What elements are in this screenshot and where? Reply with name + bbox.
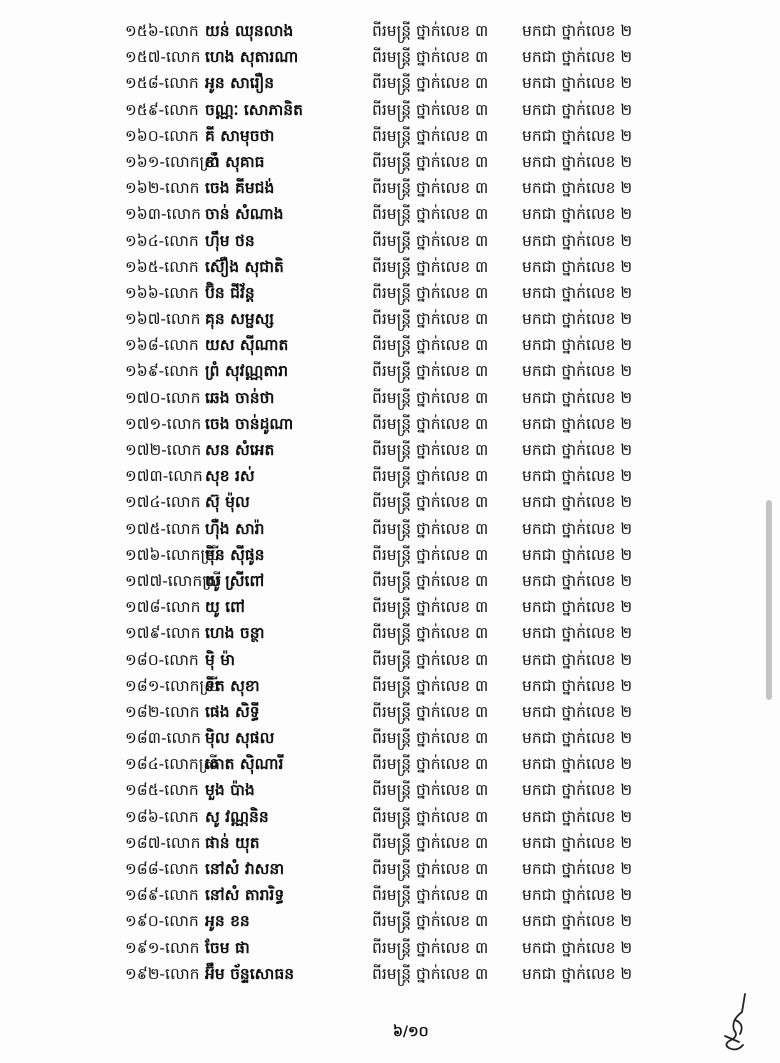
list-item bbox=[0, 70, 780, 96]
list-item bbox=[0, 385, 780, 411]
person-name: ហ៊ឺង សារ៉ា bbox=[205, 519, 265, 538]
to-rank: មកជា ថ្នាក់លេខ ២ bbox=[522, 441, 633, 459]
list-item bbox=[0, 18, 780, 44]
to-rank: មកជា ថ្នាក់លេខ ២ bbox=[522, 74, 633, 93]
list-item bbox=[0, 542, 780, 568]
person-name: គុន សម្ផស្ស bbox=[205, 310, 275, 329]
list-item bbox=[0, 358, 780, 384]
row-number: ១៦៧-លោក bbox=[125, 310, 201, 329]
list-item bbox=[0, 620, 780, 646]
from-rank: ពីរមន្ត្រី ថ្នាក់លេខ ៣ bbox=[372, 179, 489, 198]
from-rank: ពីរមន្ត្រី ថ្នាក់លេខ ៣ bbox=[372, 519, 489, 538]
row-number: ១៦៣-លោក bbox=[125, 205, 201, 224]
row-number: ១៧១-លោក bbox=[125, 414, 202, 433]
to-rank: មកជា ថ្នាក់លេខ ២ bbox=[522, 414, 633, 433]
to-rank: មកជា ថ្នាក់លេខ ២ bbox=[522, 545, 633, 564]
person-name: ស៊ុ ម៉ុល bbox=[205, 493, 250, 512]
from-rank: ពីរមន្ត្រី ថ្នាក់លេខ ៣ bbox=[372, 964, 489, 983]
row-number: ១៧២-លោក bbox=[125, 441, 202, 459]
from-rank: ពីរមន្ត្រី ថ្នាក់លេខ ៣ bbox=[372, 860, 489, 878]
person-name: ខាំ សុគាធ bbox=[205, 152, 265, 171]
from-rank: ពីរមន្ត្រី ថ្នាក់លេខ ៣ bbox=[372, 493, 489, 512]
person-name: នៅសំ វាសនា bbox=[205, 860, 285, 878]
person-name: ផេង សិទ្ធី bbox=[205, 702, 260, 721]
from-rank: ពីរមន្ត្រី ថ្នាក់លេខ ៣ bbox=[372, 310, 489, 329]
row-number: ១៨៧-លោក bbox=[125, 833, 201, 852]
from-rank: ពីរមន្ត្រី ថ្នាក់លេខ ៣ bbox=[372, 100, 489, 119]
person-name: ឆេង ចាន់ថា bbox=[205, 388, 275, 407]
row-number: ១៧៣-លោក bbox=[125, 467, 203, 486]
row-number: ១៥៨-លោក bbox=[125, 74, 199, 93]
to-rank: មកជា ថ្នាក់លេខ ២ bbox=[522, 702, 633, 721]
to-rank: មកជា ថ្នាក់លេខ ២ bbox=[522, 624, 633, 643]
signature-mark bbox=[715, 990, 755, 1055]
list-item bbox=[0, 568, 780, 594]
list-item bbox=[0, 882, 780, 908]
from-rank: ពីរមន្ត្រី ថ្នាក់លេខ ៣ bbox=[372, 205, 489, 224]
to-rank: មកជា ថ្នាក់លេខ ២ bbox=[522, 22, 633, 40]
list-item bbox=[0, 201, 780, 227]
row-number: ១៧៥-លោក bbox=[125, 519, 201, 538]
person-name: គី សាមុចថា bbox=[205, 126, 275, 145]
row-number: ១៧០-លោក bbox=[125, 388, 201, 407]
to-rank: មកជា ថ្នាក់លេខ ២ bbox=[522, 912, 633, 931]
row-number: ១៨០-លោក bbox=[125, 650, 199, 669]
list-item bbox=[0, 280, 780, 306]
to-rank: មកជា ថ្នាក់លេខ ២ bbox=[522, 886, 633, 905]
from-rank: ពីរមន្ត្រី ថ្នាក់លេខ ៣ bbox=[372, 126, 489, 145]
to-rank: មកជា ថ្នាក់លេខ ២ bbox=[522, 571, 633, 590]
person-name: សុខ រស់ bbox=[205, 467, 255, 486]
to-rank: មកជា ថ្នាក់លេខ ២ bbox=[522, 362, 633, 381]
person-name: ហ៊ឹម ថន bbox=[205, 231, 255, 250]
row-number: ១៨៣-លោក bbox=[125, 729, 201, 748]
from-rank: ពីរមន្ត្រី ថ្នាក់លេខ ៣ bbox=[372, 22, 489, 40]
person-name: យន់ ឈុនលាង bbox=[205, 22, 294, 40]
to-rank: មកជា ថ្នាក់លេខ ២ bbox=[522, 755, 633, 774]
to-rank: មកជា ថ្នាក់លេខ ២ bbox=[522, 938, 633, 957]
row-number: ១៧៧-លោកស្រី bbox=[125, 571, 222, 590]
person-name: គោត ស៊ិណារី bbox=[205, 755, 284, 774]
person-name: ចណ្ណៈ សោភានិត bbox=[205, 100, 303, 119]
to-rank: មកជា ថ្នាក់លេខ ២ bbox=[522, 519, 633, 538]
row-number: ១៩១-លោក bbox=[125, 938, 200, 957]
from-rank: ពីរមន្ត្រី ថ្នាក់លេខ ៣ bbox=[372, 729, 489, 748]
row-number: ១៧៤-លោក bbox=[125, 493, 201, 512]
row-number: ១៨១-លោកស្រី bbox=[125, 676, 219, 695]
list-item bbox=[0, 804, 780, 830]
to-rank: មកជា ថ្នាក់លេខ ២ bbox=[522, 860, 633, 878]
to-rank: មកជា ថ្នាក់លេខ ២ bbox=[522, 650, 633, 669]
to-rank: មកជា ថ្នាក់លេខ ២ bbox=[522, 283, 633, 302]
list-item bbox=[0, 97, 780, 123]
from-rank: ពីរមន្ត្រី ថ្នាក់លេខ ៣ bbox=[372, 283, 489, 302]
to-rank: មកជា ថ្នាក់លេខ ២ bbox=[522, 807, 633, 826]
to-rank: មកជា ថ្នាក់លេខ ២ bbox=[522, 205, 633, 224]
from-rank: ពីរមន្ត្រី ថ្នាក់លេខ ៣ bbox=[372, 624, 489, 643]
person-name: ចែម ផា bbox=[205, 938, 250, 957]
list-item bbox=[0, 594, 780, 620]
row-number: ១៥៦-លោក bbox=[125, 22, 199, 40]
to-rank: មកជា ថ្នាក់លេខ ២ bbox=[522, 179, 633, 198]
person-name: មួង ប៉ាង bbox=[205, 781, 255, 800]
row-number: ១៦៨-លោក bbox=[125, 336, 199, 355]
person-name: ព្រំ សុវណ្ណតារា bbox=[205, 362, 289, 381]
row-number: ១៩២-លោក bbox=[125, 964, 200, 983]
row-number: ១៦០-លោក bbox=[125, 126, 199, 145]
personnel-list bbox=[0, 18, 780, 987]
list-item bbox=[0, 123, 780, 149]
row-number: ១៦៦-លោក bbox=[125, 283, 199, 302]
person-name: នៅសំ តារារិទ្ធ bbox=[205, 886, 285, 905]
to-rank: មកជា ថ្នាក់លេខ ២ bbox=[522, 388, 633, 407]
person-name: ស៊ឿង សុជាតិ bbox=[205, 257, 284, 276]
list-item bbox=[0, 673, 780, 699]
from-rank: ពីរមន្ត្រី ថ្នាក់លេខ ៣ bbox=[372, 362, 489, 381]
person-name: ប៊ិន ជីវ័ន្ត bbox=[205, 283, 255, 302]
to-rank: មកជា ថ្នាក់លេខ ២ bbox=[522, 310, 633, 329]
to-rank: មកជា ថ្នាក់លេខ ២ bbox=[522, 467, 633, 486]
from-rank: ពីរមន្ត្រី ថ្នាក់លេខ ៣ bbox=[372, 336, 489, 355]
to-rank: មកជា ថ្នាក់លេខ ២ bbox=[522, 257, 633, 276]
from-rank: ពីរមន្ត្រី ថ្នាក់លេខ ៣ bbox=[372, 467, 489, 486]
from-rank: ពីរមន្ត្រី ថ្នាក់លេខ ៣ bbox=[372, 598, 489, 617]
row-number: ១៨៦-លោក bbox=[125, 807, 199, 826]
to-rank: មកជា ថ្នាក់លេខ ២ bbox=[522, 676, 633, 695]
list-item bbox=[0, 725, 780, 751]
to-rank: មកជា ថ្នាក់លេខ ២ bbox=[522, 729, 633, 748]
to-rank: មកជា ថ្នាក់លេខ ២ bbox=[522, 231, 633, 250]
from-rank: ពីរមន្ត្រី ថ្នាក់លេខ ៣ bbox=[372, 755, 489, 774]
row-number: ១៦៩-លោក bbox=[125, 362, 199, 381]
from-rank: ពីរមន្ត្រី ថ្នាក់លេខ ៣ bbox=[372, 650, 489, 669]
row-number: ១៦៤-លោក bbox=[125, 231, 199, 250]
person-name: ផាន់ យុត bbox=[205, 833, 260, 852]
row-number: ១៦៥-លោក bbox=[125, 257, 199, 276]
list-item bbox=[0, 149, 780, 175]
list-item bbox=[0, 228, 780, 254]
row-number: ១៥៩-លោក bbox=[125, 100, 199, 119]
person-name: យូ ស្រីពៅ bbox=[205, 571, 265, 590]
from-rank: ពីរមន្ត្រី ថ្នាក់លេខ ៣ bbox=[372, 571, 489, 590]
from-rank: ពីរមន្ត្រី ថ្នាក់លេខ ៣ bbox=[372, 74, 489, 93]
scrollbar-thumb[interactable] bbox=[766, 500, 772, 700]
from-rank: ពីរមន្ត្រី ថ្នាក់លេខ ៣ bbox=[372, 257, 489, 276]
person-name: ទិត សុខា bbox=[205, 676, 260, 695]
person-name: អូន ខន bbox=[205, 912, 250, 931]
to-rank: មកជា ថ្នាក់លេខ ២ bbox=[522, 833, 633, 852]
list-item bbox=[0, 175, 780, 201]
to-rank: មកជា ថ្នាក់លេខ ២ bbox=[522, 493, 633, 512]
list-item bbox=[0, 411, 780, 437]
page-number: ៦/១០ bbox=[393, 1024, 429, 1040]
to-rank: មកជា ថ្នាក់លេខ ២ bbox=[522, 964, 633, 983]
list-item bbox=[0, 332, 780, 358]
person-name: អូន សារឿន bbox=[205, 74, 275, 93]
row-number: ១៨៨-លោក bbox=[125, 860, 199, 878]
person-name: យូ ពៅ bbox=[205, 598, 245, 617]
row-number: ១៨៥-លោក bbox=[125, 781, 199, 800]
list-item bbox=[0, 306, 780, 332]
list-item bbox=[0, 647, 780, 673]
row-number: ១៨២-លោក bbox=[125, 702, 200, 721]
to-rank: មកជា ថ្នាក់លេខ ២ bbox=[522, 48, 633, 67]
list-item bbox=[0, 856, 780, 882]
list-item bbox=[0, 935, 780, 961]
from-rank: ពីរមន្ត្រី ថ្នាក់លេខ ៣ bbox=[372, 231, 489, 250]
person-name: ម៉ិល សុផល bbox=[205, 729, 275, 748]
from-rank: ពីរមន្ត្រី ថ្នាក់លេខ ៣ bbox=[372, 833, 489, 852]
person-name: ចេង ចាន់ដូណា bbox=[205, 414, 294, 433]
person-name: យស ស៊ីណាត bbox=[205, 336, 289, 355]
list-item bbox=[0, 699, 780, 725]
from-rank: ពីរមន្ត្រី ថ្នាក់លេខ ៣ bbox=[372, 886, 489, 905]
from-rank: ពីរមន្ត្រី ថ្នាក់លេខ ៣ bbox=[372, 152, 489, 171]
from-rank: ពីរមន្ត្រី ថ្នាក់លេខ ៣ bbox=[372, 388, 489, 407]
row-number: ១៧៨-លោក bbox=[125, 598, 201, 617]
person-name: ចាន់ សំណាង bbox=[205, 205, 284, 224]
from-rank: ពីរមន្ត្រី ថ្នាក់លេខ ៣ bbox=[372, 414, 489, 433]
person-name: ម៉ិ ម៉ា bbox=[205, 650, 235, 669]
to-rank: មកជា ថ្នាក់លេខ ២ bbox=[522, 781, 633, 800]
row-number: ១៨៤-លោកស្រី bbox=[125, 755, 219, 774]
list-item bbox=[0, 908, 780, 934]
from-rank: ពីរមន្ត្រី ថ្នាក់លេខ ៣ bbox=[372, 938, 489, 957]
from-rank: ពីរមន្ត្រី ថ្នាក់លេខ ៣ bbox=[372, 702, 489, 721]
person-name: សន សំអេត bbox=[205, 441, 275, 459]
row-number: ១៦២-លោក bbox=[125, 179, 200, 198]
person-name: អ៊ឹម ច័ន្ទសោធន bbox=[205, 964, 295, 983]
list-item bbox=[0, 961, 780, 987]
person-name: ម៉ិន ស៊ីផូន bbox=[205, 545, 265, 564]
to-rank: មកជា ថ្នាក់លេខ ២ bbox=[522, 336, 633, 355]
list-item bbox=[0, 437, 780, 463]
row-number: ១៥៧-លោក bbox=[125, 48, 201, 67]
person-name: ហេង ចន្ថា bbox=[205, 624, 265, 643]
row-number: ១៧៦-លោកស្រី bbox=[125, 545, 220, 564]
list-item bbox=[0, 516, 780, 542]
from-rank: ពីរមន្ត្រី ថ្នាក់លេខ ៣ bbox=[372, 781, 489, 800]
from-rank: ពីរមន្ត្រី ថ្នាក់លេខ ៣ bbox=[372, 676, 489, 695]
list-item bbox=[0, 44, 780, 70]
list-item bbox=[0, 830, 780, 856]
from-rank: ពីរមន្ត្រី ថ្នាក់លេខ ៣ bbox=[372, 441, 489, 459]
from-rank: ពីរមន្ត្រី ថ្នាក់លេខ ៣ bbox=[372, 48, 489, 67]
person-name: ចេង គីមជង់ bbox=[205, 179, 275, 198]
row-number: ១៧៩-លោក bbox=[125, 624, 201, 643]
to-rank: មកជា ថ្នាក់លេខ ២ bbox=[522, 598, 633, 617]
to-rank: មកជា ថ្នាក់លេខ ២ bbox=[522, 152, 633, 171]
row-number: ១៦១-លោកស្រី bbox=[125, 152, 219, 171]
to-rank: មកជា ថ្នាក់លេខ ២ bbox=[522, 100, 633, 119]
list-item bbox=[0, 777, 780, 803]
from-rank: ពីរមន្ត្រី ថ្នាក់លេខ ៣ bbox=[372, 545, 489, 564]
to-rank: មកជា ថ្នាក់លេខ ២ bbox=[522, 126, 633, 145]
row-number: ១៨៩-លោក bbox=[125, 886, 199, 905]
from-rank: ពីរមន្ត្រី ថ្នាក់លេខ ៣ bbox=[372, 912, 489, 931]
list-item bbox=[0, 489, 780, 515]
person-name: ហេង សុតារណា bbox=[205, 48, 299, 67]
list-item bbox=[0, 751, 780, 777]
row-number: ១៩០-លោក bbox=[125, 912, 199, 931]
from-rank: ពីរមន្ត្រី ថ្នាក់លេខ ៣ bbox=[372, 807, 489, 826]
list-item bbox=[0, 463, 780, 489]
person-name: សូ វណ្ណនិន bbox=[205, 807, 269, 826]
list-item bbox=[0, 254, 780, 280]
